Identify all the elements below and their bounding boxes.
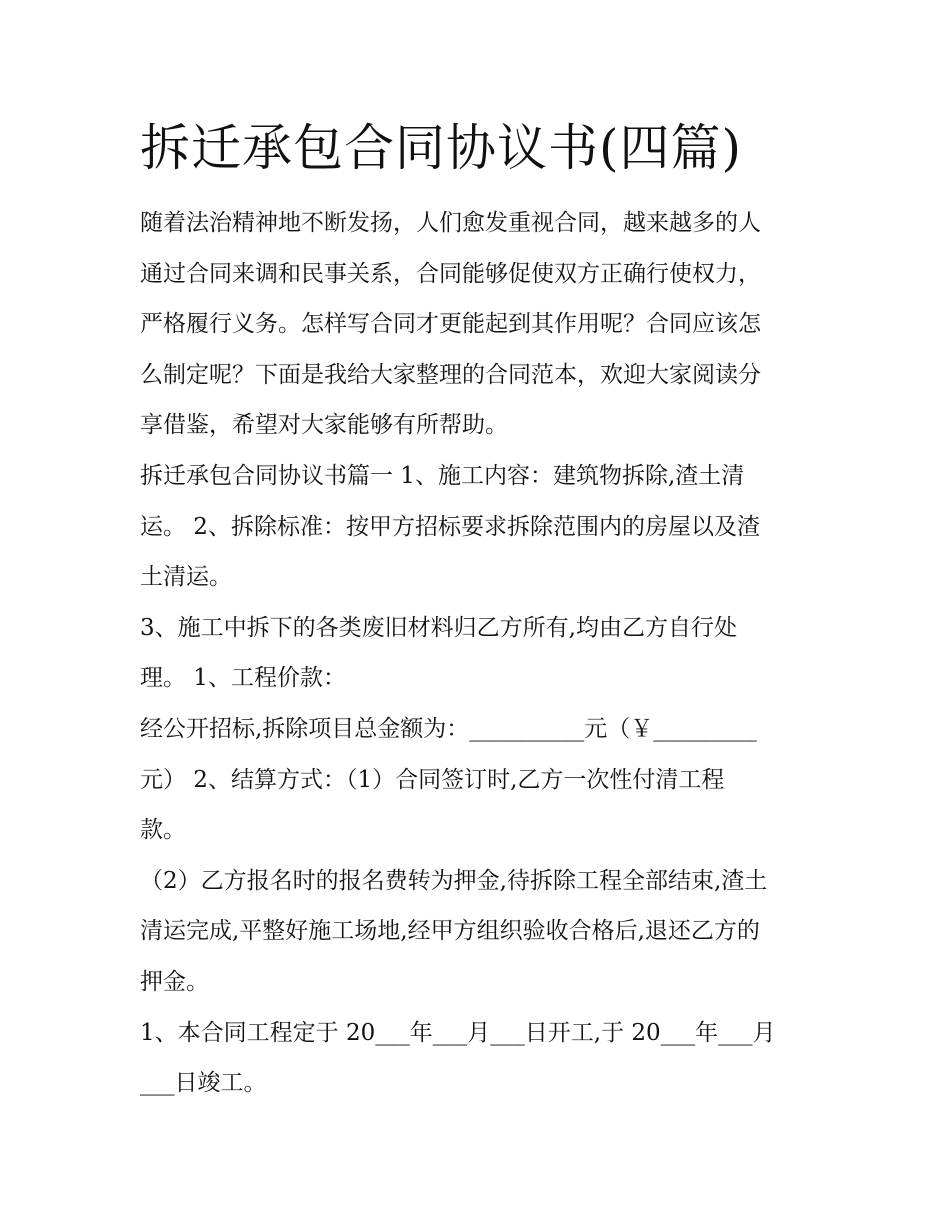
text-line: （2）乙方报名时的报名费转为押金,待拆除工程全部结束,渣土 — [140, 867, 768, 894]
text-line: 通过合同来调和民事关系，合同能够促使双方正确行使权力， — [140, 260, 761, 287]
paragraph-schedule — [140, 1008, 820, 1109]
paragraph-section-one — [140, 451, 820, 603]
paragraph-deposit — [140, 856, 820, 1008]
paragraph-price — [140, 704, 820, 856]
text-line: 押金。 — [140, 968, 209, 995]
text-line: 严格履行义务。怎样写合同才更能起到其作用呢？合同应该怎 — [140, 311, 761, 338]
paragraph-intro — [140, 198, 820, 451]
text-line: 么制定呢？下面是我给大家整理的合同范本，欢迎大家阅读分 — [140, 361, 761, 388]
text-line: 3、施工中拆下的各类废旧材料归乙方所有,均由乙方自行处 — [140, 614, 737, 641]
text-line: 随着法治精神地不断发扬，人们愈发重视合同，越来越多的人 — [140, 210, 761, 236]
text-line: 享借鉴，希望对大家能够有所帮助。 — [140, 412, 508, 439]
text-line: 土清运。 — [140, 564, 232, 591]
text-line: ___日竣工。 — [140, 1070, 267, 1097]
text-line: 运。 2、拆除标准：按甲方招标要求拆除范围内的房屋以及渣 — [140, 513, 760, 540]
paragraph-materials — [140, 603, 820, 704]
document-body — [140, 112, 820, 1109]
text-line: 清运完成,平整好施工场地,经甲方组织验收合格后,退还乙方的 — [140, 918, 760, 945]
text-line: 拆迁承包合同协议书篇一 1、施工内容：建筑物拆除,渣土清 — [140, 462, 745, 489]
text-line: 1、本合同工程定于 20___年___月___日开工,于 20___年___月 — [140, 1019, 776, 1046]
text-line: 理。 1、工程价款： — [140, 665, 346, 692]
text-line: 款。 — [140, 817, 186, 844]
text-line: 经公开招标,拆除项目总金额为：__________元（￥_________ — [140, 715, 757, 742]
document-title: 拆迁承包合同协议书(四篇) — [140, 119, 743, 177]
text-line: 元） 2、结算方式：（1）合同签订时,乙方一次性付清工程 — [140, 766, 725, 793]
